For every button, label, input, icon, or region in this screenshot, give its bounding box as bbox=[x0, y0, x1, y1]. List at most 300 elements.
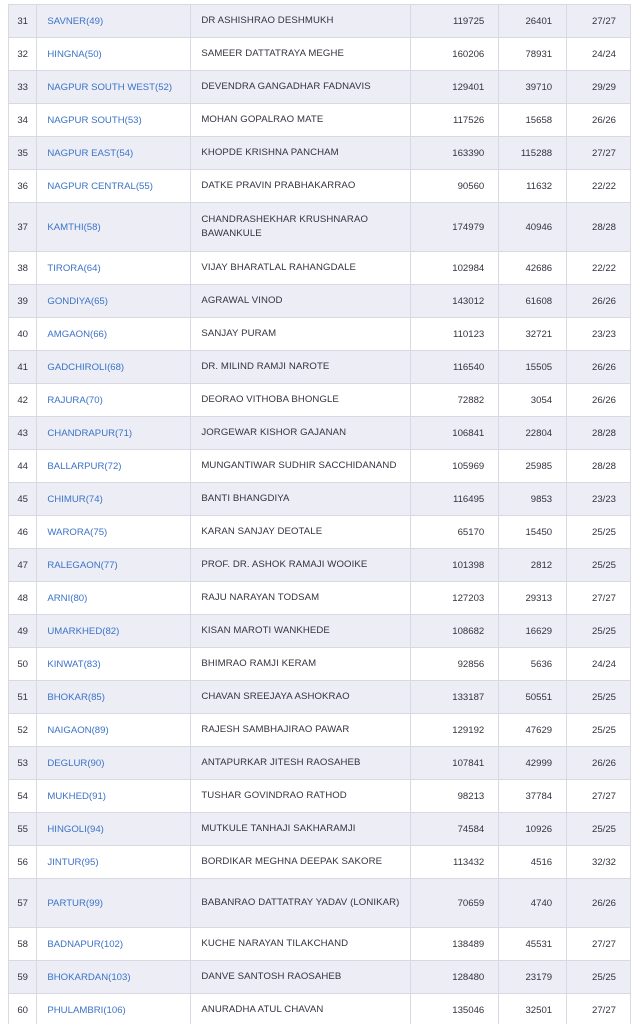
rounds-status-cell bbox=[567, 203, 631, 252]
row-number: 35 bbox=[17, 147, 29, 159]
rounds-status-cell bbox=[567, 252, 631, 285]
row-number: 57 bbox=[17, 897, 29, 909]
margin-votes-cell bbox=[499, 170, 567, 203]
rounds-status-cell bbox=[567, 846, 631, 879]
table-row bbox=[9, 961, 631, 994]
candidate-name-cell bbox=[191, 813, 411, 846]
rounds-status-cell bbox=[567, 5, 631, 38]
row-number: 37 bbox=[17, 221, 29, 233]
row-number-cell bbox=[9, 417, 37, 450]
candidate-name-cell bbox=[191, 384, 411, 417]
constituency-link[interactable]: AMGAON(66) bbox=[47, 328, 108, 340]
rounds-status: 24/24 bbox=[591, 658, 616, 670]
rounds-status: 27/27 bbox=[591, 1004, 616, 1016]
margin-votes-cell bbox=[499, 5, 567, 38]
candidate-name-cell bbox=[191, 104, 411, 137]
candidate-name-cell bbox=[191, 780, 411, 813]
rounds-status: 24/24 bbox=[591, 48, 616, 60]
margin-votes: 3054 bbox=[530, 394, 553, 406]
rounds-status: 28/28 bbox=[591, 427, 616, 439]
constituency-link[interactable]: KAMTHI(58) bbox=[47, 221, 101, 233]
margin-votes: 26401 bbox=[525, 15, 553, 27]
total-votes-cell bbox=[411, 549, 499, 582]
constituency-link[interactable]: BHOKARDAN(103) bbox=[47, 971, 131, 983]
rounds-status: 25/25 bbox=[591, 625, 616, 637]
candidate-name-cell bbox=[191, 38, 411, 71]
total-votes-cell bbox=[411, 38, 499, 71]
total-votes: 74584 bbox=[457, 823, 485, 835]
table-row bbox=[9, 780, 631, 813]
table-row bbox=[9, 681, 631, 714]
rounds-status: 27/27 bbox=[591, 147, 616, 159]
margin-votes-cell bbox=[499, 417, 567, 450]
candidate-name-cell bbox=[191, 351, 411, 384]
margin-votes-cell bbox=[499, 549, 567, 582]
margin-votes: 45531 bbox=[525, 938, 553, 950]
total-votes: 72882 bbox=[457, 394, 485, 406]
table-row bbox=[9, 846, 631, 879]
row-number: 40 bbox=[17, 328, 29, 340]
rounds-status: 23/23 bbox=[591, 493, 616, 505]
total-votes: 127203 bbox=[452, 592, 485, 604]
total-votes-cell bbox=[411, 994, 499, 1024]
rounds-status-cell bbox=[567, 747, 631, 780]
constituency-link[interactable]: RALEGAON(77) bbox=[47, 559, 118, 571]
total-votes: 174979 bbox=[452, 221, 485, 233]
total-votes: 98213 bbox=[457, 790, 485, 802]
total-votes: 110123 bbox=[452, 328, 485, 340]
row-number: 58 bbox=[17, 938, 29, 950]
candidate-name: DEVENDRA GANGADHAR FADNAVIS bbox=[201, 81, 371, 92]
total-votes-cell bbox=[411, 780, 499, 813]
row-number: 55 bbox=[17, 823, 29, 835]
total-votes-cell bbox=[411, 104, 499, 137]
candidate-name-cell bbox=[191, 879, 411, 928]
row-number-cell bbox=[9, 994, 37, 1024]
total-votes: 92856 bbox=[457, 658, 485, 670]
constituency-link[interactable]: GADCHIROLI(68) bbox=[47, 361, 125, 373]
row-number: 33 bbox=[17, 81, 29, 93]
constituency-link-cell bbox=[37, 780, 191, 813]
rounds-status: 25/25 bbox=[591, 559, 616, 571]
row-number-cell bbox=[9, 450, 37, 483]
table-row bbox=[9, 137, 631, 170]
constituency-link-cell bbox=[37, 384, 191, 417]
candidate-name: ANURADHA ATUL CHAVAN bbox=[201, 1004, 324, 1015]
row-number-cell bbox=[9, 318, 37, 351]
margin-votes: 9853 bbox=[530, 493, 553, 505]
candidate-name: BORDIKAR MEGHNA DEEPAK SAKORE bbox=[201, 856, 383, 867]
rounds-status: 32/32 bbox=[591, 856, 616, 868]
margin-votes-cell bbox=[499, 648, 567, 681]
margin-votes: 5636 bbox=[530, 658, 553, 670]
total-votes: 135046 bbox=[452, 1004, 485, 1016]
constituency-link-cell bbox=[37, 516, 191, 549]
margin-votes: 4740 bbox=[530, 897, 553, 909]
table-row bbox=[9, 747, 631, 780]
table-row bbox=[9, 648, 631, 681]
table-row bbox=[9, 351, 631, 384]
constituency-link[interactable]: NAGPUR CENTRAL(55) bbox=[47, 180, 153, 192]
candidate-name: BHIMRAO RAMJI KERAM bbox=[201, 658, 317, 669]
margin-votes-cell bbox=[499, 71, 567, 104]
candidate-name-cell bbox=[191, 285, 411, 318]
total-votes: 117526 bbox=[452, 114, 485, 126]
rounds-status-cell bbox=[567, 879, 631, 928]
rounds-status-cell bbox=[567, 961, 631, 994]
margin-votes-cell bbox=[499, 104, 567, 137]
total-votes-cell bbox=[411, 961, 499, 994]
candidate-name-cell bbox=[191, 252, 411, 285]
total-votes: 133187 bbox=[452, 691, 485, 703]
constituency-link[interactable]: HINGOLI(94) bbox=[47, 823, 104, 835]
constituency-link[interactable]: NAGPUR SOUTH WEST(52) bbox=[47, 81, 173, 93]
constituency-link[interactable]: NAGPUR EAST(54) bbox=[47, 147, 134, 159]
candidate-name: SAMEER DATTATRAYA MEGHE bbox=[201, 48, 344, 59]
candidate-name: CHANDRASHEKHAR KRUSHNARAO BAWANKULE bbox=[201, 214, 369, 239]
candidate-name-cell bbox=[191, 318, 411, 351]
constituency-link-cell bbox=[37, 351, 191, 384]
candidate-name-cell bbox=[191, 582, 411, 615]
rounds-status-cell bbox=[567, 38, 631, 71]
margin-votes-cell bbox=[499, 38, 567, 71]
table-row bbox=[9, 104, 631, 137]
rounds-status-cell bbox=[567, 483, 631, 516]
row-number-cell bbox=[9, 780, 37, 813]
row-number: 60 bbox=[17, 1004, 29, 1016]
rounds-status-cell bbox=[567, 615, 631, 648]
candidate-name-cell bbox=[191, 170, 411, 203]
candidate-name: KISAN MAROTI WANKHEDE bbox=[201, 625, 330, 636]
total-votes-cell bbox=[411, 384, 499, 417]
margin-votes-cell bbox=[499, 615, 567, 648]
rounds-status: 25/25 bbox=[591, 971, 616, 983]
row-number-cell bbox=[9, 615, 37, 648]
row-number: 47 bbox=[17, 559, 29, 571]
rounds-status: 27/27 bbox=[591, 592, 616, 604]
row-number: 41 bbox=[17, 361, 29, 373]
row-number-cell bbox=[9, 252, 37, 285]
constituency-link-cell bbox=[37, 5, 191, 38]
rounds-status-cell bbox=[567, 994, 631, 1024]
constituency-link[interactable]: PARTUR(99) bbox=[47, 897, 103, 909]
row-number: 52 bbox=[17, 724, 29, 736]
candidate-name: DR ASHISHRAO DESHMUKH bbox=[201, 15, 334, 26]
candidate-name: KARAN SANJAY DEOTALE bbox=[201, 526, 323, 537]
row-number-cell bbox=[9, 961, 37, 994]
candidate-name: VIJAY BHARATLAL RAHANGDALE bbox=[201, 262, 357, 273]
row-number-cell bbox=[9, 170, 37, 203]
margin-votes-cell bbox=[499, 285, 567, 318]
candidate-name-cell bbox=[191, 747, 411, 780]
total-votes: 106841 bbox=[452, 427, 485, 439]
table-row bbox=[9, 417, 631, 450]
candidate-name-cell bbox=[191, 648, 411, 681]
margin-votes: 115288 bbox=[520, 147, 553, 159]
constituency-link-cell bbox=[37, 170, 191, 203]
row-number-cell bbox=[9, 483, 37, 516]
rounds-status-cell bbox=[567, 928, 631, 961]
constituency-link-cell bbox=[37, 252, 191, 285]
margin-votes-cell bbox=[499, 516, 567, 549]
rounds-status-cell bbox=[567, 318, 631, 351]
rounds-status: 26/26 bbox=[591, 897, 616, 909]
constituency-link[interactable]: PHULAMBRI(106) bbox=[47, 1004, 126, 1016]
candidate-name-cell bbox=[191, 714, 411, 747]
row-number-cell bbox=[9, 516, 37, 549]
rounds-status: 28/28 bbox=[591, 221, 616, 233]
table-row bbox=[9, 450, 631, 483]
rounds-status-cell bbox=[567, 780, 631, 813]
constituency-link[interactable]: NAIGAON(89) bbox=[47, 724, 109, 736]
candidate-name: BANTI BHANGDIYA bbox=[201, 493, 290, 504]
margin-votes-cell bbox=[499, 252, 567, 285]
total-votes-cell bbox=[411, 516, 499, 549]
candidate-name-cell bbox=[191, 71, 411, 104]
margin-votes: 11632 bbox=[526, 180, 553, 192]
constituency-link[interactable]: GONDIYA(65) bbox=[47, 295, 108, 307]
row-number: 46 bbox=[17, 526, 29, 538]
row-number-cell bbox=[9, 5, 37, 38]
constituency-link[interactable]: CHIMUR(74) bbox=[47, 493, 103, 505]
candidate-name: ANTAPURKAR JITESH RAOSAHEB bbox=[201, 757, 361, 768]
constituency-link[interactable]: DEGLUR(90) bbox=[47, 757, 105, 769]
constituency-link-cell bbox=[37, 38, 191, 71]
margin-votes-cell bbox=[499, 994, 567, 1024]
constituency-link-cell bbox=[37, 450, 191, 483]
candidate-name: SANJAY PURAM bbox=[201, 328, 277, 339]
margin-votes: 61608 bbox=[525, 295, 553, 307]
constituency-link-cell bbox=[37, 104, 191, 137]
total-votes: 116495 bbox=[452, 493, 485, 505]
row-number: 49 bbox=[17, 625, 29, 637]
total-votes-cell bbox=[411, 5, 499, 38]
margin-votes-cell bbox=[499, 681, 567, 714]
candidate-name: DATKE PRAVIN PRABHAKARRAO bbox=[201, 180, 356, 191]
rounds-status: 28/28 bbox=[591, 460, 616, 472]
row-number: 56 bbox=[17, 856, 29, 868]
total-votes-cell bbox=[411, 351, 499, 384]
rounds-status-cell bbox=[567, 681, 631, 714]
total-votes-cell bbox=[411, 681, 499, 714]
table-row bbox=[9, 5, 631, 38]
margin-votes-cell bbox=[499, 747, 567, 780]
row-number-cell bbox=[9, 681, 37, 714]
constituency-link-cell bbox=[37, 747, 191, 780]
candidate-name: BABANRAO DATTATRAY YADAV (LONIKAR) bbox=[201, 897, 400, 908]
margin-votes: 40946 bbox=[525, 221, 553, 233]
row-number: 59 bbox=[17, 971, 29, 983]
margin-votes-cell bbox=[499, 780, 567, 813]
constituency-link[interactable]: RAJURA(70) bbox=[47, 394, 103, 406]
constituency-link[interactable]: CHANDRAPUR(71) bbox=[47, 427, 133, 439]
candidate-name: MUNGANTIWAR SUDHIR SACCHIDANAND bbox=[201, 460, 397, 471]
total-votes-cell bbox=[411, 615, 499, 648]
rounds-status-cell bbox=[567, 813, 631, 846]
row-number-cell bbox=[9, 879, 37, 928]
rounds-status: 25/25 bbox=[591, 691, 616, 703]
constituency-link-cell bbox=[37, 961, 191, 994]
total-votes-cell bbox=[411, 170, 499, 203]
candidate-name-cell bbox=[191, 928, 411, 961]
total-votes: 108682 bbox=[452, 625, 485, 637]
candidate-name: MOHAN GOPALRAO MATE bbox=[201, 114, 324, 125]
total-votes-cell bbox=[411, 450, 499, 483]
row-number-cell bbox=[9, 384, 37, 417]
table-row bbox=[9, 38, 631, 71]
rounds-status-cell bbox=[567, 71, 631, 104]
row-number: 44 bbox=[17, 460, 29, 472]
rounds-status-cell bbox=[567, 104, 631, 137]
row-number-cell bbox=[9, 71, 37, 104]
rounds-status: 27/27 bbox=[591, 15, 616, 27]
total-votes-cell bbox=[411, 285, 499, 318]
total-votes-cell bbox=[411, 71, 499, 104]
rounds-status: 22/22 bbox=[591, 180, 616, 192]
constituency-link-cell bbox=[37, 417, 191, 450]
row-number: 51 bbox=[17, 691, 29, 703]
total-votes: 138489 bbox=[452, 938, 485, 950]
margin-votes: 2812 bbox=[530, 559, 553, 571]
row-number-cell bbox=[9, 203, 37, 252]
margin-votes: 16629 bbox=[525, 625, 553, 637]
margin-votes-cell bbox=[499, 879, 567, 928]
constituency-link[interactable]: BHOKAR(85) bbox=[47, 691, 105, 703]
rounds-status: 26/26 bbox=[591, 295, 616, 307]
constituency-link-cell bbox=[37, 846, 191, 879]
constituency-link[interactable]: HINGNA(50) bbox=[47, 48, 102, 60]
margin-votes: 25985 bbox=[525, 460, 553, 472]
margin-votes-cell bbox=[499, 813, 567, 846]
constituency-link-cell bbox=[37, 615, 191, 648]
candidate-name: RAJU NARAYAN TODSAM bbox=[201, 592, 320, 603]
rounds-status: 25/25 bbox=[591, 526, 616, 538]
row-number: 39 bbox=[17, 295, 29, 307]
total-votes: 101398 bbox=[452, 559, 485, 571]
constituency-link-cell bbox=[37, 203, 191, 252]
margin-votes-cell bbox=[499, 318, 567, 351]
margin-votes: 29313 bbox=[525, 592, 553, 604]
candidate-name: PROF. DR. ASHOK RAMAJI WOOIKE bbox=[201, 559, 368, 570]
constituency-link-cell bbox=[37, 681, 191, 714]
row-number: 43 bbox=[17, 427, 29, 439]
row-number-cell bbox=[9, 714, 37, 747]
candidate-name: CHAVAN SREEJAYA ASHOKRAO bbox=[201, 691, 350, 702]
total-votes-cell bbox=[411, 417, 499, 450]
constituency-link[interactable]: JINTUR(95) bbox=[47, 856, 99, 868]
margin-votes: 10926 bbox=[525, 823, 553, 835]
constituency-link[interactable]: BADNAPUR(102) bbox=[47, 938, 124, 950]
table-row bbox=[9, 170, 631, 203]
candidate-name: KUCHE NARAYAN TILAKCHAND bbox=[201, 938, 349, 949]
margin-votes: 23179 bbox=[525, 971, 553, 983]
candidate-name-cell bbox=[191, 846, 411, 879]
candidate-name: DANVE SANTOSH RAOSAHEB bbox=[201, 971, 342, 982]
total-votes-cell bbox=[411, 879, 499, 928]
margin-votes: 15450 bbox=[525, 526, 553, 538]
candidate-name: KHOPDE KRISHNA PANCHAM bbox=[201, 147, 339, 158]
constituency-link-cell bbox=[37, 928, 191, 961]
total-votes: 143012 bbox=[452, 295, 485, 307]
rounds-status-cell bbox=[567, 170, 631, 203]
total-votes-cell bbox=[411, 203, 499, 252]
constituency-link-cell bbox=[37, 549, 191, 582]
constituency-link-cell bbox=[37, 648, 191, 681]
margin-votes: 42686 bbox=[525, 262, 553, 274]
margin-votes-cell bbox=[499, 846, 567, 879]
total-votes: 107841 bbox=[452, 757, 485, 769]
row-number-cell bbox=[9, 38, 37, 71]
row-number: 32 bbox=[17, 48, 29, 60]
row-number: 48 bbox=[17, 592, 29, 604]
candidate-name: JORGEWAR KISHOR GAJANAN bbox=[201, 427, 347, 438]
constituency-link[interactable]: NAGPUR SOUTH(53) bbox=[47, 114, 142, 126]
margin-votes: 39710 bbox=[525, 81, 553, 93]
rounds-status-cell bbox=[567, 351, 631, 384]
constituency-link[interactable]: TIRORA(64) bbox=[47, 262, 101, 274]
margin-votes: 37784 bbox=[525, 790, 553, 802]
rounds-status-cell bbox=[567, 549, 631, 582]
total-votes-cell bbox=[411, 137, 499, 170]
constituency-link-cell bbox=[37, 813, 191, 846]
margin-votes-cell bbox=[499, 351, 567, 384]
table-row bbox=[9, 714, 631, 747]
constituency-link[interactable]: SAVNER(49) bbox=[47, 15, 104, 27]
rounds-status: 22/22 bbox=[591, 262, 616, 274]
table-row bbox=[9, 71, 631, 104]
table-row bbox=[9, 252, 631, 285]
table-row bbox=[9, 813, 631, 846]
row-number-cell bbox=[9, 928, 37, 961]
results-table-body bbox=[9, 5, 631, 1024]
constituency-link-cell bbox=[37, 582, 191, 615]
margin-votes: 42999 bbox=[525, 757, 553, 769]
candidate-name-cell bbox=[191, 681, 411, 714]
rounds-status-cell bbox=[567, 582, 631, 615]
total-votes-cell bbox=[411, 252, 499, 285]
row-number: 53 bbox=[17, 757, 29, 769]
total-votes-cell bbox=[411, 648, 499, 681]
margin-votes: 15505 bbox=[525, 361, 553, 373]
row-number-cell bbox=[9, 137, 37, 170]
constituency-link[interactable]: MUKHED(91) bbox=[47, 790, 106, 802]
constituency-link[interactable]: UMARKHED(82) bbox=[47, 625, 120, 637]
candidate-name-cell bbox=[191, 994, 411, 1024]
row-number: 36 bbox=[17, 180, 29, 192]
table-row bbox=[9, 879, 631, 928]
margin-votes-cell bbox=[499, 582, 567, 615]
rounds-status-cell bbox=[567, 137, 631, 170]
rounds-status: 23/23 bbox=[591, 328, 616, 340]
candidate-name-cell bbox=[191, 5, 411, 38]
row-number-cell bbox=[9, 285, 37, 318]
constituency-link-cell bbox=[37, 137, 191, 170]
rounds-status-cell bbox=[567, 384, 631, 417]
table-row bbox=[9, 384, 631, 417]
margin-votes-cell bbox=[499, 714, 567, 747]
constituency-link[interactable]: KINWAT(83) bbox=[47, 658, 101, 670]
candidate-name-cell bbox=[191, 450, 411, 483]
constituency-link[interactable]: WARORA(75) bbox=[47, 526, 108, 538]
row-number-cell bbox=[9, 813, 37, 846]
candidate-name: AGRAWAL VINOD bbox=[201, 295, 283, 306]
constituency-link[interactable]: ARNI(80) bbox=[47, 592, 88, 604]
constituency-link-cell bbox=[37, 994, 191, 1024]
margin-votes: 4516 bbox=[530, 856, 553, 868]
row-number: 31 bbox=[17, 15, 29, 27]
table-row bbox=[9, 318, 631, 351]
constituency-link[interactable]: BALLARPUR(72) bbox=[47, 460, 122, 472]
